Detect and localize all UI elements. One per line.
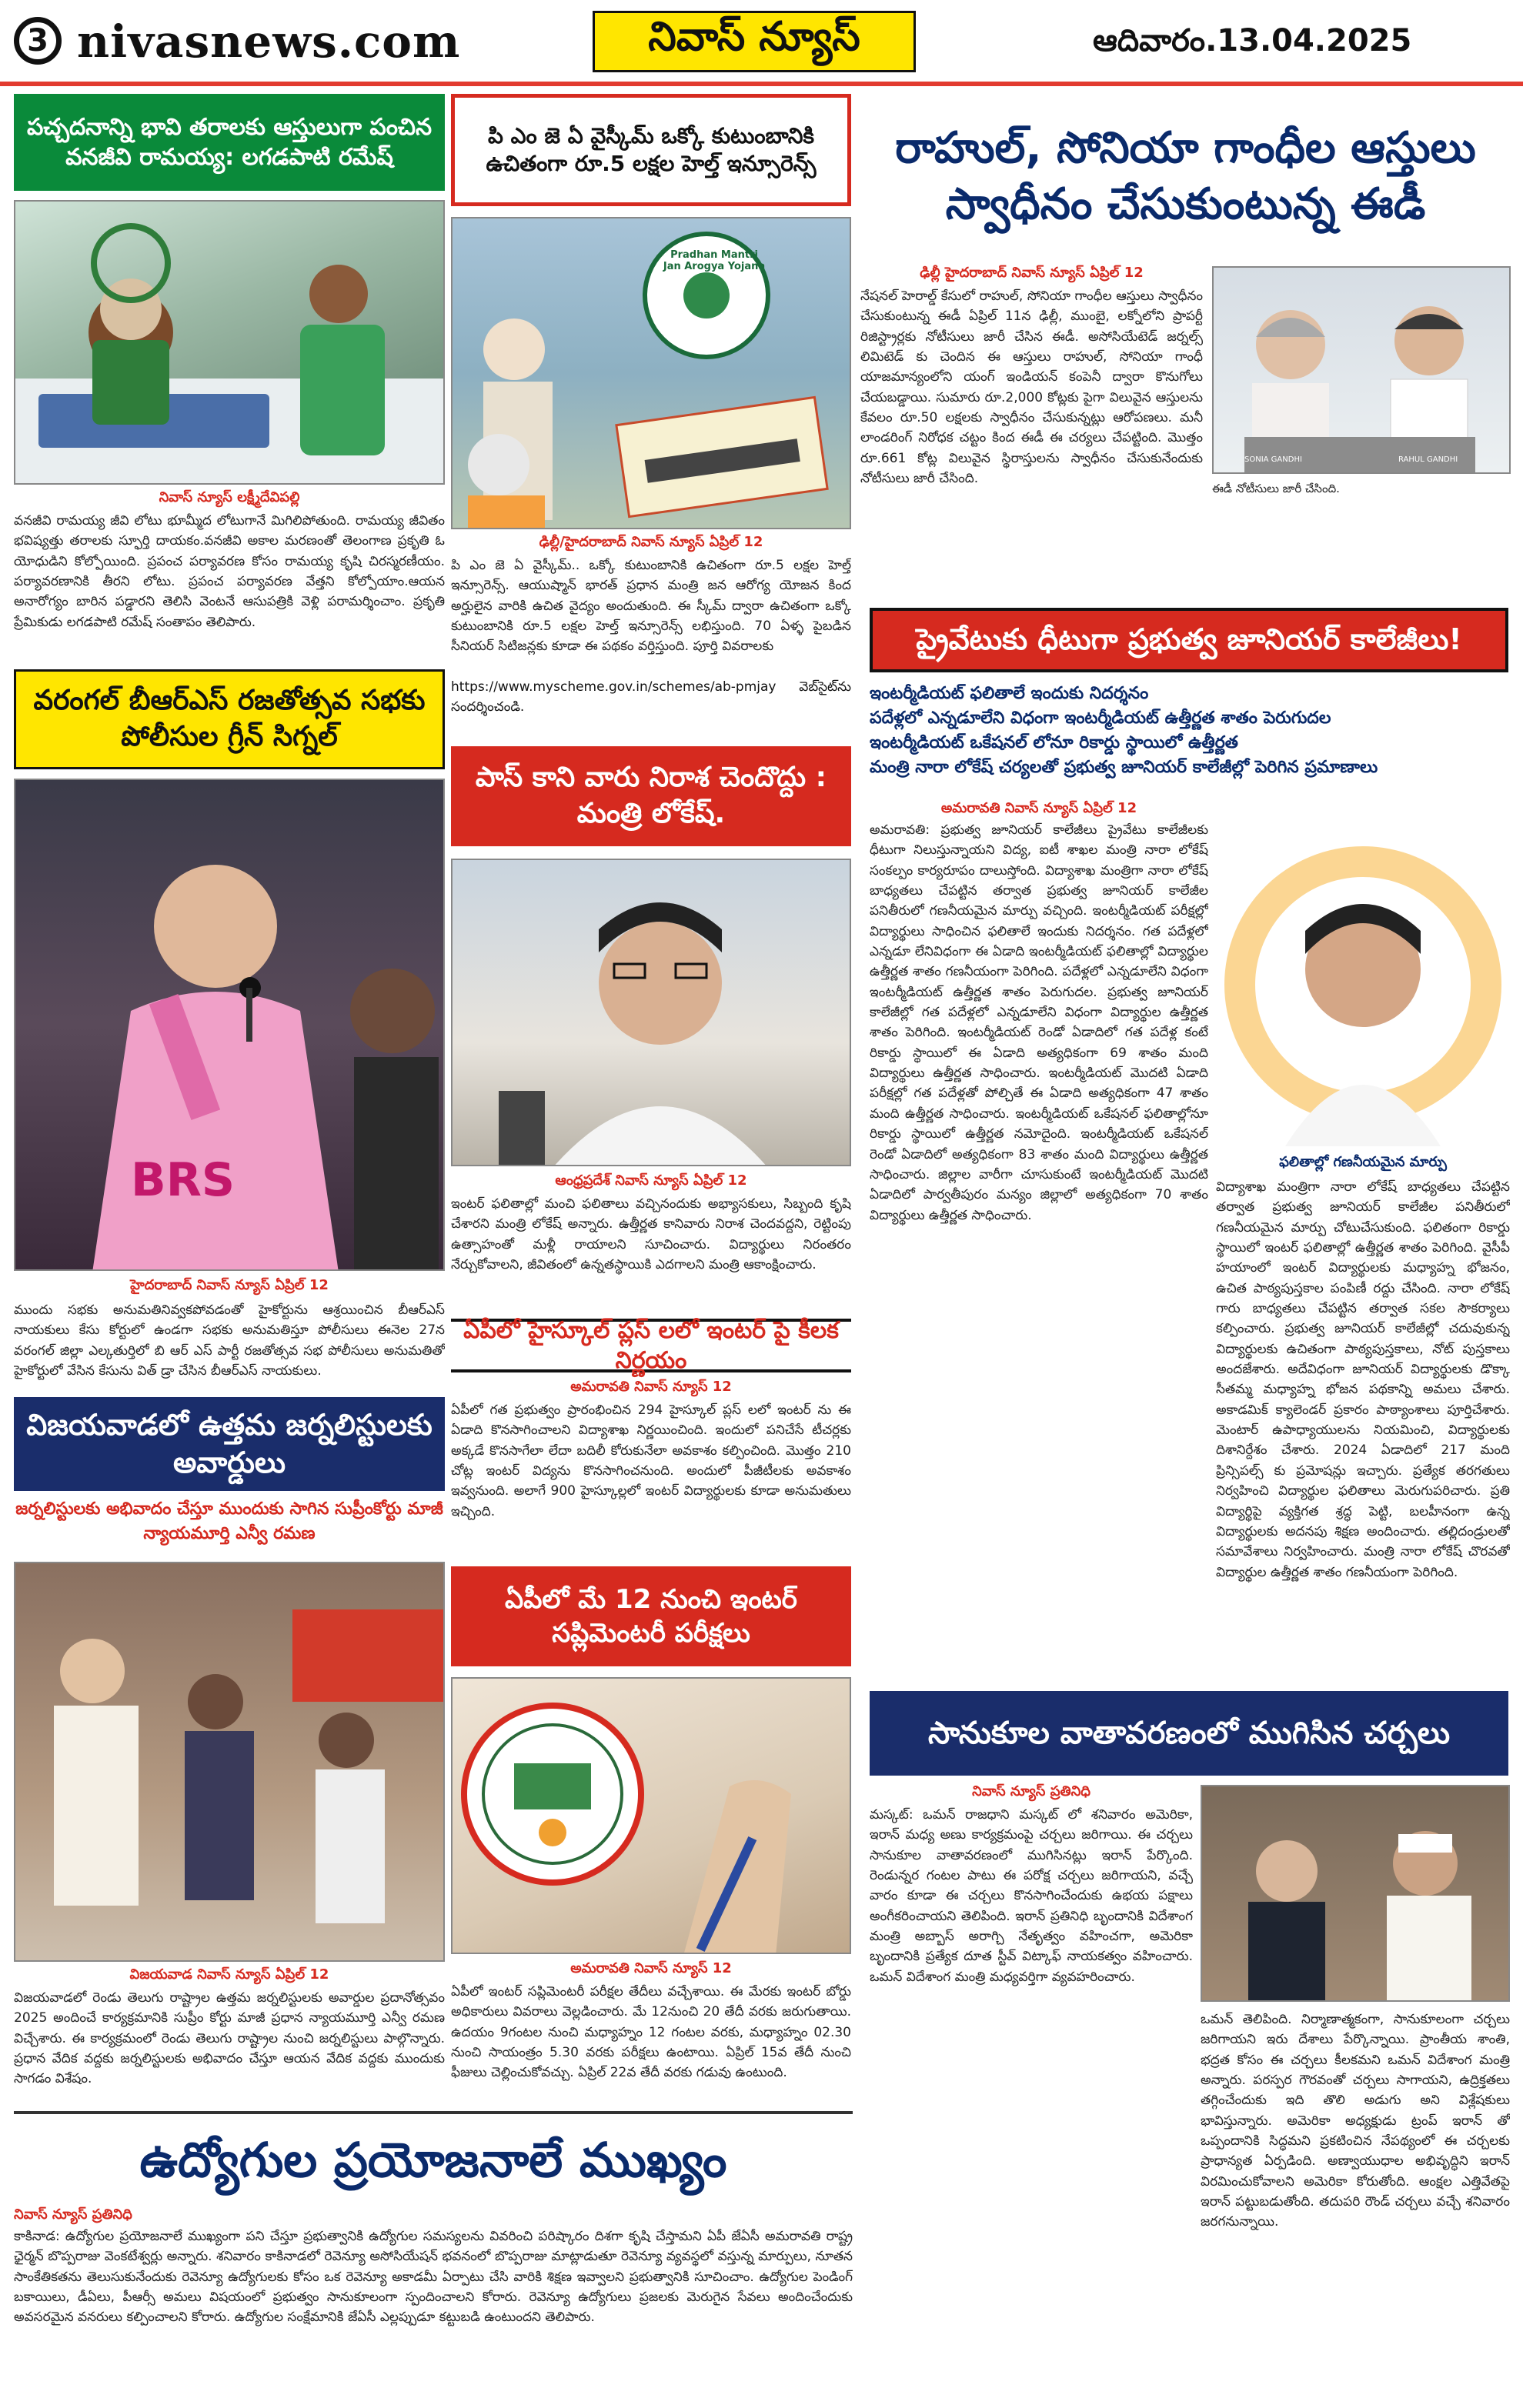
rally-speaker-illustration — [15, 780, 445, 1271]
private-bullet: మంత్రి నారా లోకేష్ చర్యలతో ప్రభుత్వ జూనియర్ కాలేజీల్లో పెరిగిన ప్రమాణాలు — [870, 757, 1378, 777]
edition-date: ఆదివారం.13.04.2025 — [1093, 23, 1412, 58]
private-photo — [1216, 823, 1510, 1146]
intermediate-board-seal — [453, 1679, 851, 1954]
rahul-byline: ఢిల్లీ హైదరాబాద్ నివాస్ న్యూస్ ఏప్రిల్ 12 — [920, 265, 1144, 281]
talks-photo — [1201, 1785, 1510, 2002]
private-body2: విద్యాశాఖ మంత్రిగా నారా లోకేష్ బాధ్యతలు చేపట్టిన తర్వాత ప్రభుత్వ జూనియర్ కాలేజీల పనితీరులో గణనీయమైన మార్పు చోటుచేసుకుంది. ఫలితంగా రికార్డు స్థాయిలో ఇంటర్ ఫలితాల్లో ఉత్తీర్ణత శాతం పెరిగింది. వైసీపీ హయాంలో ఇంటర్ విద్యార్థులకు మధ్యాహ్న భోజనం, ఉచిత పాఠ్యపుస్తకాల పంపిణీ రద్దు చేసింది. నారా లోకేష్ గారు బాధ్యతలు చేపట్టిన తర్వాత సకల సౌకర్యాలు కల్పించారు. ప్రభుత్వ జూనియర్ కాలేజీల్లో చదువుకున్న విద్యార్థులకు ఉచితంగా పాఠ్యపుస్తకాలు, నోట్ పుస్తకాలు అందజేశారు. అదేవిధంగా జూనియర్ విద్యార్థులకు డొక్కా సీతమ్మ మధ్యాహ్న భోజన పథకాన్ని అమలు చేశారు. అకాడమిక్ క్యాలెండర్ ప్రకారం పాఠ్యాంశాలు పూర్తిచేశారు. మెంటార్ ఉపాధ్యాయులను నియమించి, విద్యార్థులకు దిశానిర్దేశం చేశారు. 2024 ఏడాదిలో 217 మంది ప్రిన్సిపల్స్ కు ప్రమోషన్లు ఇచ్చారు. ప్రత్యేక తరగతులు నిర్వహించి విద్యార్థుల ఫలితాలు మెరుగుపరిచారు. ప్రతి విద్యార్థిపై వ్యక్తిగత శ్రద్ధ పెట్టి, బలహీనంగా ఉన్న విద్యార్థులకు అదనపు శిక్షణ అందించారు. తల్లిదండ్రులతో సమావేశాలు నిర్వహించారు. మంత్రి నారా లోకేష్ చొరవతో విద్యార్థుల ఉత్తీర్ణత శాతం గణనీయంగా పెరిగింది. — [1216, 1179, 1510, 1580]
warangal-body: ముందు సభకు అనుమతినివ్వకపోవడంతో హైకోర్టును ఆశ్రయించిన బీఆర్ఎస్ నాయకులు కేసు కోర్టులో ఉండగా సభకు అనుమతిస్తూ పోలీసులు ఈనెల 27న వరంగల్ జిల్లా ఎల్కతుర్తిలో బి ఆర్ ఎస్ పార్టీ రజతోత్సవ సభ పోలీసులు అనుమతితో హైకోర్టులో వేసిన కేసును విత్ డ్రా చేసిన బీఆర్ఎస్ నాయకులు. — [14, 1302, 445, 1379]
supplementary-byline: అమరావతి నివాస్ న్యూస్ 12 — [570, 1960, 732, 1976]
rahul-headline: రాహుల్, సోనియా గాంధీల ఆస్తులు స్వాధీనం చేసుకుంటున్న ఈడీ — [895, 123, 1476, 229]
supplementary-headline: ఏపీలో మే 12 నుంచి ఇంటర్ సప్లిమెంటరీ పరీక్షలు — [451, 1566, 851, 1666]
section-divider — [14, 2111, 853, 2114]
talks-body: మస్కట్: ఒమన్ రాజధాని మస్కట్ లో శనివారం అమెరికా, ఇరాన్ మధ్య అణు కార్యక్రమంపై చర్చలు జరిగాయి. ఈ చర్చలు సానుకూల వాతావరణంలో ముగిసినట్లు ఇరాన్ పేర్కొంది. రెండున్నర గంటల పాటు ఈ పరోక్ష చర్చలు జరిగాయని, వచ్చే వారం కూడా ఈ చర్చలు కొనసాగించేందుకు ఉభయ పక్షాలు అంగీకరించాయని తెలిపింది. ఇరాన్ ప్రతినిధి బృందానికి విదేశాంగ మంత్రి అబ్బాస్ అరాగ్చి నేతృత్వం వహించగా, అమెరికా బృందానికి ప్రత్యేక దూత స్టీవ్ విట్కాఫ్ నాయకత్వం వహించారు. ఒమన్ విదేశాంగ మంత్రి మధ్యవర్తిగా వ్యవహరించారు. — [870, 1807, 1193, 1985]
pass-byline: ఆంధ్రప్రదేశ్ నివాస్ న్యూస్ ఏప్రిల్ 12 — [555, 1172, 747, 1189]
minister-portrait-illustration — [453, 860, 851, 1166]
highschool-byline: అమరావతి నివాస్ న్యూస్ 12 — [570, 1379, 732, 1395]
private-body: అమరావతి: ప్రభుత్వ జూనియర్ కాలేజీలు ప్రైవేటు కాలేజీలకు ధీటుగా నిలుస్తున్నాయని విద్య, ఐటీ శాఖల మంత్రి నారా లోకేష్ సంకల్పం కార్యరూపం దాలుస్తోంది. విద్యాశాఖ మంత్రిగా నారా లోకేష్ బాధ్యతలు చేపట్టిన తర్వాత ప్రభుత్వ జూనియర్ కాలేజీల పనితీరులో గణనీయమైన మార్పు వచ్చింది. ఇంటర్మీడియట్ పరీక్షల్లో విద్యార్థులు సాధించిన ఫలితాలే ఇందుకు నిదర్శనం. గత పదేళ్లలో ఎన్నడూ లేనివిధంగా ఈ ఏడాది ఇంటర్మీడియట్ ఫలితాల్లో విద్యార్థుల ఉత్తీర్ణత శాతం గణనీయంగా పెరిగింది. పదేళ్లలో ఎన్నడూలేని విధంగా ఇంటర్మీడియట్ ఉత్తీర్ణత శాతం పెరుగుదల. ప్రభుత్వ జూనియర్ కాలేజీల్లో గత పదేళ్లలో ఎన్నడూలేని విధంగా విద్యార్థుల ఉత్తీర్ణత శాతం పెరిగింది. ఇంటర్మీడియట్ రెండో ఏడాదిలో గత పదేళ్ల కంటే రికార్డు స్థాయిలో ఈ ఏడాది అత్యధికంగా 69 శాతం మంది విద్యార్థులు ఉత్తీర్ణత సాధించారు. ఇంటర్మీడియట్ మొదటి ఏడాది పరీక్షల్లో గత పదేళ్లతో పోల్చితే ఈ ఏడాది అత్యధికంగా 47 శాతం మంది ఉత్తీర్ణత సాధించారు. ఇంటర్మీడియట్ ఒకేషనల్ ఫలితాల్లోనూ రికార్డు స్థాయిలో ఉత్తీర్ణత నమోదైంది. ఇంటర్మీడియట్ ఒకేషనల్ రెండో ఏడాదిలో అత్యధికంగా 83 శాతం మంది విద్యార్థులు ఉత్తీర్ణత సాధించారు. జిల్లాల వారీగా చూసుకుంటే ఇంటర్మీడియట్ మొదటి ఏడాదిలో పార్వతీపురం మన్యం జిల్లాలో అత్యధికంగా 70 శాతం విద్యార్థులు ఉత్తీర్ణత సాధించారు. — [870, 822, 1208, 1223]
lokesh-portrait-illustration — [1216, 823, 1510, 1146]
pmjay-photo — [451, 217, 851, 529]
talks-byline: నివాస్ న్యూస్ ప్రతినిధి — [972, 1783, 1090, 1799]
private-bullet: ఇంటర్మీడియట్ ఒకేషనల్ లోనూ రికార్డు స్థాయిలో ఉత్తీర్ణత — [870, 732, 1238, 752]
private-bullets — [870, 682, 1508, 780]
pmjay-body: పి ఎం జె ఏ వైస్కీమ్.. ఒక్కో కుటుంబానికి ఉచితంగా రూ.5 లక్షల హెల్త్ ఇన్సూరెన్స్. ఆయుష్మాన్ భారత్ ప్రధాన మంత్రి జన ఆరోగ్య యోజన కింద అర్హులైన వారికి ఉచిత వైద్యం అందుతుంది. ఈ స్కీమ్ ద్వారా ఉచితంగా ఒక్కో కుటుంబానికి రూ.5 లక్షల హెల్త్ ఇన్సూరెన్స్ లభిస్తుంది. 70 ఏళ్ళ పైబడిన సీనియర్ సిటిజన్లకు కూడా ఈ పథకం వర్తిస్తుంది. పూర్తి వివరాలకు — [451, 558, 851, 655]
vijayawada-subhead: జర్నలిస్టులకు అభివాదం చేస్తూ ముందుకు సాగిన సుప్రీంకోర్టు మాజీ న్యాయమూర్తి ఎన్వీ రమణ — [15, 1499, 443, 1543]
svg-text:BRS: BRS — [131, 1153, 235, 1207]
employees-byline: నివాస్ న్యూస్ ప్రతినిధి — [14, 2206, 132, 2223]
rahul-nameplate: RAHUL GANDHI — [1398, 455, 1458, 464]
talks-body2: ఒమన్ తెలిపింది. నిర్మాణాత్మకంగా, సానుకూలంగా చర్చలు జరిగాయని ఇరు దేశాలు పేర్కొన్నాయి. ప్రాంతీయ శాంతి, భద్రత కోసం ఈ చర్చలు కీలకమని ఒమన్ విదేశాంగ మంత్రి అన్నారు. పరస్పర గౌరవంతో చర్చలు సాగాయని, ఉద్రిక్తతలు తగ్గించేందుకు ఇది తొలి అడుగు అని విశ్లేషకులు భావిస్తున్నారు. అమెరికా అధ్యక్షుడు ట్రంప్ ఇరాన్ తో ఒప్పందానికి సిద్ధమని ప్రకటించిన నేపథ్యంలో ఈ చర్చలకు ప్రాధాన్యత ఏర్పడింది. అణ్వాయుధాల అభివృద్ధిని ఇరాన్ విరమించుకోవాలని అమెరికా కోరుతోంది. ఆంక్షల ఎత్తివేతపై ఇరాన్ పట్టుబడుతోంది. తదుపరి రౌండ్ చర్చలు వచ్చే శనివారం జరగనున్నాయి. — [1201, 2012, 1510, 2230]
highschool-headline: ఏపీలో హైస్కూల్ ప్లస్ లలో ఇంటర్ పై కీలక నిర్ణయం — [451, 1319, 851, 1372]
rahul-body-cont: ఈడీ నోటీసులు జారీ చేసింది. — [1212, 482, 1340, 495]
masthead — [0, 0, 1523, 86]
supplementary-photo — [451, 1677, 851, 1954]
diplomats-meeting-illustration — [1202, 1786, 1510, 2002]
supplementary-body: ఏపీలో ఇంటర్ సప్లిమెంటరీ పరీక్షల తేదీలు వచ్చేశాయి. ఈ మేరకు ఇంటర్ బోర్డు అధికారులు వివరాలు వెల్లడించారు. మే 12నుంచి 20 తేదీ వరకు జరుగుతాయి. ఉదయం 9గంటల నుంచి మధ్యాహ్నం 12 గంటల వరకు, మధ్యాహ్నం 02.30 నుంచి సాయంత్రం 5.30 వరకు పరీక్షలు ఉంటాయి. ఏప్రిల్ 15వ తేదీ నుంచి ఫీజులు చెల్లించుకోవచ్చు. ఏప్రిల్ 22వ తేదీ వరకు గడువు ఉంటుంది. — [451, 1984, 851, 2081]
award-event-illustration — [15, 1563, 445, 1962]
private-bullet: ఇంటర్మీడియట్ ఫలితాలే ఇందుకు నిదర్శనం — [870, 684, 1149, 703]
page-number: 3 — [14, 17, 62, 65]
pmjay-logo-text: Pradhan Mantri Jan Arogya Yojana — [663, 249, 766, 272]
health-insurance-illustration — [453, 218, 851, 529]
vijayawada-photo — [14, 1562, 445, 1962]
pass-photo — [451, 859, 851, 1166]
talks-headline: సానుకూల వాతావరణంలో ముగిసిన చర్చలు — [870, 1691, 1508, 1776]
pmjay-link[interactable]: https://www.myscheme.gov.in/schemes/ab-pmjay వెబ్‌సైట్‌ను సందర్శించండి. — [451, 679, 851, 715]
vijayawada-body: విజయవాడలో రెండు తెలుగు రాష్ట్రాల ఉత్తమ జర్నలిస్టులకు అవార్డుల ప్రదానోత్సవం 2025 అందించే కార్యక్రమానికి సుప్రీం కోర్టు మాజీ ప్రధాన న్యాయమూర్తి ఎన్వీ రమణ విచ్చేశారు. ఈ కార్యక్రమంలో రెండు తెలుగు రాష్ట్రాల నుంచి జర్నలిస్టులు పాల్గొన్నారు. ప్రధాన వేదిక వద్దకు జర్నలిస్టులకు అభివాదం చేస్తూ ఆయన వేదిక వద్దకు ముందుకు సాగడం విశేషం. — [14, 1990, 445, 2087]
private-bullet: పదేళ్లలో ఎన్నడూలేని విధంగా ఇంటర్మీడియట్ ఉత్తీర్ణత శాతం పెరుగుదల — [870, 708, 1331, 728]
hospital-visit-illustration — [15, 202, 445, 485]
private-sub-caption: ఫలితాల్లో గణనీయమైన మార్పు — [1279, 1154, 1447, 1170]
warangal-byline: హైదరాబాద్ నివాస్ న్యూస్ ఏప్రిల్ 12 — [130, 1277, 329, 1293]
vanajeevi-headline: పచ్చదనాన్ని భావి తరాలకు ఆస్తులుగా పంచిన వనజీవి రామయ్య: లగడపాటి రమేష్ — [14, 94, 445, 191]
warangal-photo — [14, 779, 445, 1271]
pmjay-headline: పి ఎం జె ఏ వైస్కీమ్ ఒక్కో కుటుంబానికి ఉచితంగా రూ.5 లక్షల హెల్త్ ఇన్సూరెన్స్ — [451, 94, 851, 206]
site-name[interactable]: nivasnews.com — [77, 15, 461, 68]
rahul-photo — [1212, 266, 1511, 474]
sonia-nameplate: SONIA GANDHI — [1244, 455, 1302, 464]
paper-name: నివాస్ న్యూస్ — [593, 11, 916, 72]
vanajeevi-photo — [14, 200, 445, 485]
employees-body: కాకినాడ: ఉద్యోగుల ప్రయోజనాలే ముఖ్యంగా పని చేస్తూ ప్రభుత్వానికి ఉద్యోగుల సమస్యలను వివరించి పరిష్కారం దిశగా కృషి చేస్తామని ఏపీ జేఏసీ అమరావతి రాష్ట్ర ఛైర్మన్ బొప్పరాజు వెంకటేశ్వర్లు అన్నారు. శనివారం కాకినాడలో రెవెన్యూ అసోసియేషన్ భవనంలో బొప్పరాజు మాట్లాడుతూ రెవెన్యూ వ్యవస్థలో వస్తున్న మార్పులు, నూతన సాంకేతికతను తెలుసుకునేందుకు రెవెన్యూ ఉద్యోగులకు కోసం ఒక రెవెన్యూ అకాడమీ ఏర్పాటు చేసి వారికి శిక్షణ ఇవ్వాలని ప్రభుత్వానికి సూచించాం. ఉద్యోగుల పెండింగ్ బకాయిలు, డీఏలు, పీఆర్సీ అమలు విషయంలో ప్రభుత్వం సానుకూలంగా స్పందించాలని కోరారు. రెవెన్యూ ఉద్యోగులు ప్రజలకు మెరుగైన సేవలు అందించేందుకు అవసరమైన వనరులు కల్పించాలని కోరారు. ఉద్యోగుల సంక్షేమానికి జేఏసీ ఎల్లప్పుడూ కట్టుబడి ఉంటుందని తెలిపారు. — [14, 2229, 853, 2326]
vanajeevi-body: వనజీవి రామయ్య జీవి లోటు భూమ్మీద లోటుగానే మిగిలిపోతుంది. రామయ్య జీవితం భవిష్యత్తు తరాలకు స్ఫూర్తి దాయకం.వనజీవి అకాల మరణంతో తెలంగాణ ప్రకృతి ఓ యోధుడిని కోల్పోయింది. ప్రపంచ పర్యావరణ కోసం రామయ్య కృషి చిరస్మరణీయం. పర్యావరణానికి తీరని లోటు. ప్రపంచ పర్యావరణ వేత్తని కోల్పోయాం.ఆయన అనారోగ్యం బారిన పడ్డారని తెలిసి వెంటనే ఆసుపత్రికి వెళ్లి పరామర్శించాం. ప్రకృతి ప్రేమికుడు లగడపాటి రమేష్ సంతాపం తెలిపారు. — [14, 513, 445, 630]
vanajeevi-caption: నివాస్ న్యూస్ లక్ష్మీదేవిపల్లి — [159, 489, 300, 505]
pmjay-byline: ఢిల్లీ/హైదరాబాద్ నివాస్ న్యూస్ ఏప్రిల్ 12 — [539, 534, 763, 550]
private-headline: ప్రైవేటుకు ధీటుగా ప్రభుత్వ జూనియర్ కాలేజీలు! — [870, 608, 1508, 672]
gandhi-portraits-illustration — [1214, 268, 1511, 474]
pass-body: ఇంటర్ ఫలితాల్లో మంచి ఫలితాలు వచ్చినందుకు అభ్యాసకులు, సిబ్బంది కృషి చేశారని మంత్రి లోకేష్ అన్నారు. ఉత్తీర్ణత కానివారు నిరాశ చెందవద్దని, రెట్టింపు ఉత్సాహంతో మళ్లీ రాయాలని సూచించారు. విద్యార్థులు నిరంతరం నేర్చుకోవాలని, జీవితంలో ఉన్నతస్థాయికి ఎదగాలని మంత్రి ఆకాంక్షించారు. — [451, 1196, 851, 1273]
private-byline: అమరావతి నివాస్ న్యూస్ ఏప్రిల్ 12 — [940, 800, 1137, 816]
vijayawada-byline: విజయవాడ నివాస్ న్యూస్ ఏప్రిల్ 12 — [129, 1966, 329, 1983]
vijayawada-headline: విజయవాడలో ఉత్తమ జర్నలిస్టులకు అవార్డులు — [14, 1397, 445, 1491]
warangal-headline: వరంగల్ బీఆర్ఎస్ రజతోత్సవ సభకు పోలీసుల గ్రీన్ సిగ్నల్ — [14, 669, 445, 769]
pass-headline: పాస్ కాని వారు నిరాశ చెందొద్దు : మంత్రి లోకేష్. — [451, 746, 851, 846]
highschool-body: ఏపీలో గత ప్రభుత్వం ప్రారంభించిన 294 హైస్కూల్ ప్లస్ లలో ఇంటర్ ను ఈ ఏడాది కొనసాగించాలని విద్యాశాఖ నిర్ణయించింది. ఇందులో పనిచేసే టీచర్లకు అక్కడే కొనసాగేలా లేదా బదిలీ కోరుకునేలా అవకాశం కల్పించింది. మొత్తం 210 చోట్ల ఇంటర్ విద్యను కొనసాగించనుంది. అందులో పీజీటీలకు అవకాశం ఇవ్వనుంది. అలాగే 900 హైస్కూల్లలో ఇంటర్ విద్యార్థులకు కూడా అనుమతులు ఇచ్చింది. — [451, 1402, 851, 1519]
rahul-body: నేషనల్ హెరాల్డ్ కేసులో రాహుల్, సోనియా గాంధీల ఆస్తులు స్వాధీనం చేసుకుంటున్న ఈడీ ఏప్రిల్ 11న ఢిల్లీ, ముంబై, లక్నోలోని ప్రాపర్టీ రిజిస్ట్రార్లకు నోటీసులు జారీ చేసిన ఈడీ. అసోసియేటెడ్ జర్నల్స్ లిమిటెడ్ కు చెందిన ఈ ఆస్తులు రాహుల్, సోనియా గాంధీ యాజమాన్యంలోని యంగ్ ఇండియన్ కంపెనీ ద్వారా కొనుగోలు చేయబడ్డాయి. సుమారు రూ.2,000 కోట్లకు పైగా విలువైన ఆస్తులను కేవలం రూ.50 లక్షలకు స్వాధీనం చేసుకున్నట్లు ఆరోపణలు. మనీ లాండరింగ్ నిరోధక చట్టం కింద ఈడీ ఈ చర్యలు చేపట్టింది. మొత్తం రూ.661 కోట్ల విలువైన స్థిరాస్తులను స్వాధీనం చేసుకునేందుకు నోటీసులు జారీ చేసింది. — [860, 288, 1203, 487]
employees-headline: ఉద్యోగుల ప్రయోజనాలే ముఖ్యం — [139, 2131, 727, 2188]
